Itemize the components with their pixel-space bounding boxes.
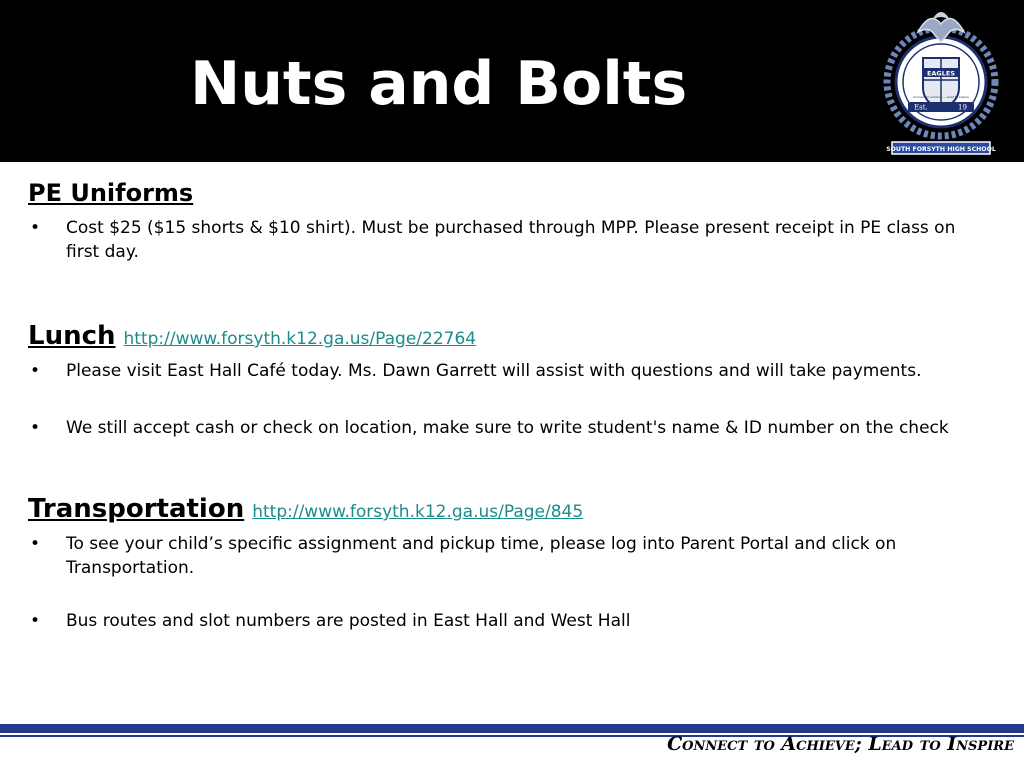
list-item: • To see your child’s specific assignment and pickup time, please log into Parent Portal and click on Transportation.	[30, 534, 897, 578]
svg-text:SOUTH FORSYTH HIGH SCHOOL: SOUTH FORSYTH HIGH SCHOOL	[886, 146, 996, 153]
section-pe-uniforms	[28, 178, 958, 264]
pe-uniforms-heading: PE Uniforms	[28, 179, 194, 207]
bullet-icon: •	[30, 418, 41, 438]
pe-uniforms-list	[28, 216, 958, 264]
bullet-icon: •	[30, 611, 41, 631]
content-area	[28, 178, 958, 633]
lunch-heading: Lunch	[28, 321, 116, 351]
section-transportation	[28, 493, 958, 633]
bullet-icon: •	[30, 218, 41, 238]
bullet-icon: •	[30, 361, 41, 381]
svg-text:EAGLES: EAGLES	[926, 69, 956, 78]
bullet-icon: •	[30, 534, 41, 554]
svg-text:19: 19	[958, 103, 967, 112]
lunch-list	[28, 359, 958, 440]
svg-text:Connect to Achieve ~ Lead to I: Connect to Achieve ~ Lead to Inspire	[913, 95, 969, 99]
section-lunch	[28, 320, 958, 440]
list-item: • Bus routes and slot numbers are posted in East Hall and West Hall	[30, 611, 631, 631]
transportation-link[interactable]: http://www.forsyth.k12.ga.us/Page/845	[252, 502, 584, 522]
header-bar	[0, 0, 1024, 162]
footer-bar	[0, 724, 1024, 733]
list-item: • Cost $25 ($15 shorts & $10 shirt). Must be purchased through MPP. Please present receipt in PE class on first day.	[30, 218, 956, 262]
footer-tagline: Connect to Achieve; Lead to Inspire	[667, 733, 1014, 755]
transportation-heading: Transportation	[28, 494, 245, 524]
eagle-crest-logo-icon	[878, 2, 1004, 158]
transportation-list	[28, 532, 958, 633]
lunch-link[interactable]: http://www.forsyth.k12.ga.us/Page/22764	[123, 329, 477, 349]
svg-text:Est.: Est.	[914, 103, 928, 112]
list-item: • Please visit East Hall Café today. Ms. Dawn Garrett will assist with questions and will take payments.	[30, 361, 922, 381]
list-item: • We still accept cash or check on location, make sure to write student's name & ID number on the check	[30, 418, 949, 438]
page-title: Nuts and Bolts	[190, 49, 688, 119]
